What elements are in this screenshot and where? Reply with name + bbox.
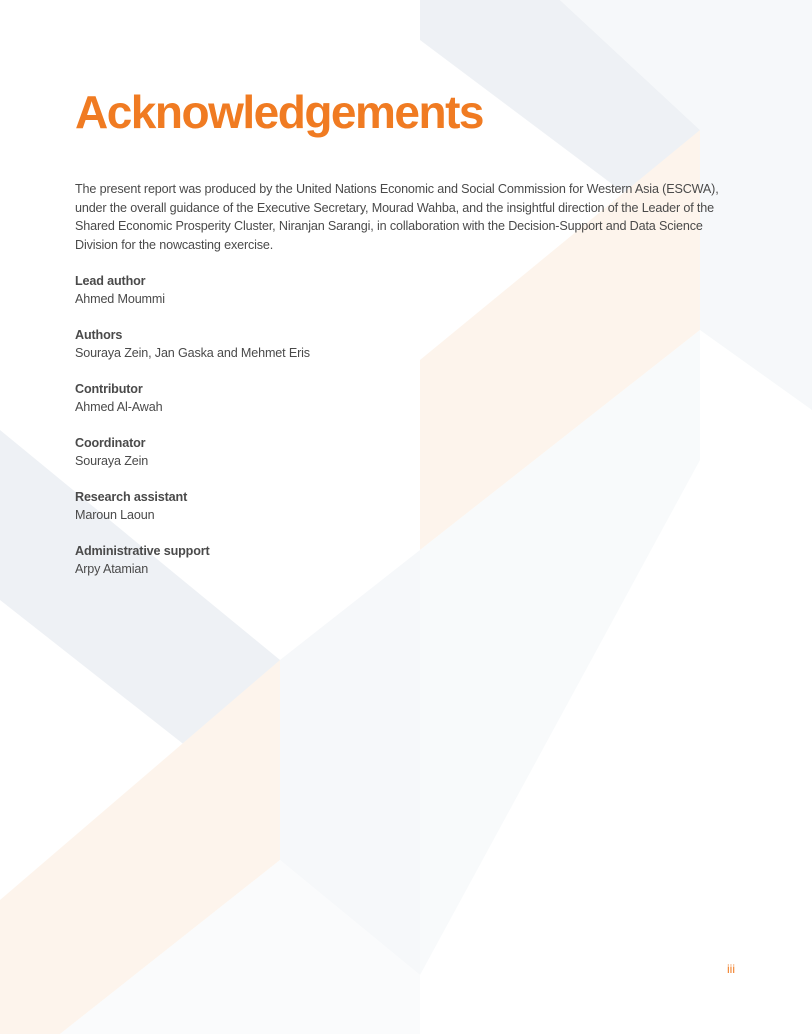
credit-role: Lead author — [75, 274, 146, 288]
page-number: iii — [727, 962, 735, 976]
page-title: Acknowledgements — [75, 86, 483, 138]
credit-names: Arpy Atamian — [75, 562, 149, 576]
credit-role: Coordinator — [75, 436, 146, 450]
credit-lead-author — [75, 272, 575, 308]
credit-role: Research assistant — [75, 490, 188, 504]
credit-authors — [75, 326, 575, 362]
credit-names: Souraya Zein, Jan Gaska and Mehmet Eris — [75, 346, 310, 360]
credit-contributor — [75, 380, 575, 416]
credit-coordinator — [75, 434, 575, 470]
credit-names: Ahmed Al-Awah — [75, 400, 163, 414]
credit-role: Authors — [75, 328, 123, 342]
credit-names: Souraya Zein — [75, 454, 149, 468]
intro-paragraph: The present report was produced by the United Nations Economic and Social Commission for Western Asia (ESCWA), under the overall guidance of the Executive Secretary, Mourad Wahba, and the insightful direction of the Leader of the Shared Economic Prosperity Cluster, Niranjan Sarangi, in collaboration with the Decision-Support and Data Science Division for the nowcasting exercise. — [75, 182, 719, 252]
credits-list — [75, 272, 575, 596]
credit-role: Contributor — [75, 382, 143, 396]
credit-names: Maroun Laoun — [75, 508, 155, 522]
credit-names: Ahmed Moummi — [75, 292, 165, 306]
credit-administrative-support — [75, 542, 575, 578]
credit-role: Administrative support — [75, 544, 210, 558]
credit-research-assistant — [75, 488, 575, 524]
